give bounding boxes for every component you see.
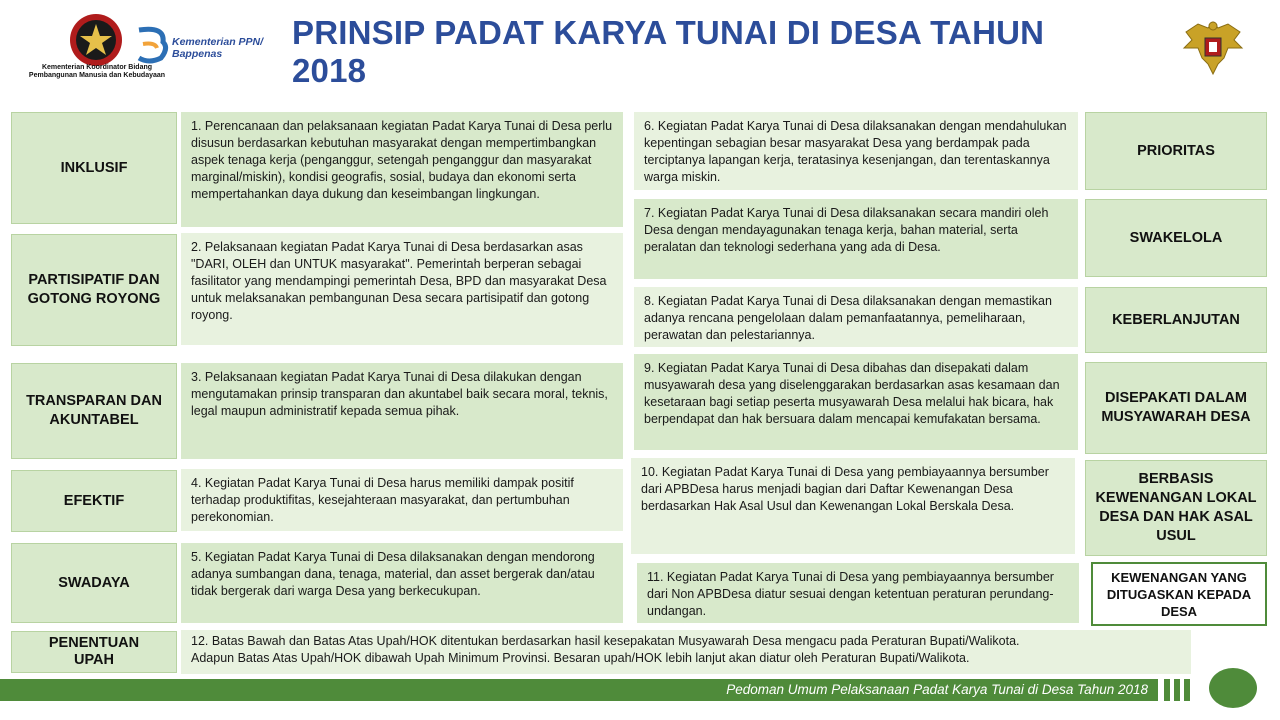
desc-prioritas: 6. Kegiatan Padat Karya Tunai di Desa dilaksanakan dengan mendahulukan kepentingan sebagian besar masyarakat Desa yang berdampak pada terciptanya lapangan kerja, teratasinya kesenjangan, dan terentaskannya warga miskin.: [634, 112, 1078, 190]
desc-kewenangan-lokal: 10. Kegiatan Padat Karya Tunai di Desa yang pembiayaannya bersumber dari APBDesa harus menjadi bagian dari Daftar Kewenangan Desa berdasarkan Hak Asal Usul dan Kewenangan Lokal Berskala Desa.: [631, 458, 1075, 554]
bappenas-logo-icon: [135, 24, 173, 64]
label-efektif: EFEKTIF: [11, 470, 177, 532]
desc-swadaya: 5. Kegiatan Padat Karya Tunai di Desa dilaksanakan dengan mendorong adanya sumbangan dana, tenaga, material, dan asset bergerak dan/atau tidak bergerak dari warga Desa yang berkecukupan.: [181, 543, 623, 623]
page-title: [292, 14, 1152, 90]
label-partisipatif: [11, 234, 177, 346]
desc-swakelola: 7. Kegiatan Padat Karya Tunai di Desa dilaksanakan secara mandiri oleh Desa dengan mendayagunakan tenaga kerja, bahan material, serta peralatan dan teknologi sederhana yang ada di Desa.: [634, 199, 1078, 279]
label-prioritas: PRIORITAS: [1085, 112, 1267, 190]
label-swadaya: SWADAYA: [11, 543, 177, 623]
desc-kewenangan-ditugaskan: 11. Kegiatan Padat Karya Tunai di Desa yang pembiayaannya bersumber dari Non APBDesa diatur sesuai dengan ketentuan peraturan perundang-undangan.: [637, 563, 1079, 623]
kemenko-pmk-logo-icon: [68, 12, 124, 68]
desc-keberlanjutan: 8. Kegiatan Padat Karya Tunai di Desa dilaksanakan dengan memastikan adanya rencana pengelolaan dalam pemanfaatannya, pemeliharaan, perawatan dan pelestariannya.: [634, 287, 1078, 347]
page-title-line1: PRINSIP PADAT KARYA TUNAI DI DESA TAHUN: [292, 14, 1045, 51]
label-inklusif: INKLUSIF: [11, 112, 177, 224]
desc-partisipatif: 2. Pelaksanaan kegiatan Padat Karya Tunai di Desa berdasarkan asas "DARI, OLEH dan UNTUK masyarakat". Pemerintah berperan sebagai fasilitator yang mendampingi pemerintah Desa, BPD dan masyarakat Desa untuk melaksanakan pembangunan Desa secara partisipatif dan gotong royong.: [181, 233, 623, 345]
desc-transparan: 3. Pelaksanaan kegiatan Padat Karya Tunai di Desa dilakukan dengan mengutamakan prinsip transparan dan akuntabel baik secara moral, teknis, legal maupun administratif kepada semua pihak.: [181, 363, 623, 459]
desc-efektif: 4. Kegiatan Padat Karya Tunai di Desa harus memiliki dampak positif terhadap produktifitas, kesejahteraan masyarakat, dan pertumbuhan perekonomian.: [181, 469, 623, 531]
page-title-line2: 2018: [292, 52, 367, 89]
label-swakelola: SWAKELOLA: [1085, 199, 1267, 277]
garuda-emblem-icon: [1180, 14, 1246, 80]
label-kewenangan-ditugaskan-text: KEWENANGAN YANG DITUGASKAN KEPADA DESA: [1106, 569, 1252, 619]
label-transparan: [11, 363, 177, 459]
kemenko-caption: Kementerian Koordinator Bidang Pembangunan Manusia dan Kebudayaan: [28, 64, 166, 79]
desc-penentuan-upah: [181, 630, 1191, 674]
label-penentuan-upah: [11, 631, 177, 673]
bappenas-line2: Bappenas: [172, 48, 223, 60]
bappenas-logo-text: [172, 36, 287, 60]
label-partisipatif-text: PARTISIPATIF DAN GOTONG ROYONG: [19, 271, 169, 309]
footer-stripe-1: [1164, 679, 1170, 701]
footer-text: Pedoman Umum Pelaksanaan Padat Karya Tunai di Desa Tahun 2018: [726, 682, 1148, 697]
footer-stripe-2: [1174, 679, 1180, 701]
label-kewenangan-lokal: [1085, 460, 1267, 556]
label-kewenangan-lokal-text: BERBASIS KEWENANGAN LOKAL DESA DAN HAK ASAL USUL: [1095, 471, 1257, 544]
label-musyawarah: DISEPAKATI DALAM MUSYAWARAH DESA: [1085, 362, 1267, 454]
label-transparan-text: TRANSPARAN DAN AKUNTABEL: [26, 393, 162, 428]
bappenas-line1: Kementerian PPN/: [172, 36, 264, 48]
desc-inklusif: 1. Perencanaan dan pelaksanaan kegiatan Padat Karya Tunai di Desa perlu disusun berdasarkan kebutuhan masyarakat dengan mempertimbangkan aspek tenaga kerja (penganggur, setengah penganggur dan masyarakat marginal/miskin), kondisi geografis, sosial, budaya dan ekonomi serta mempertahankan daya dukung dan keseimbangan lingkungan.: [181, 112, 623, 227]
desc-penentuan-upah-line1: 12. Batas Bawah dan Batas Atas Upah/HOK ditentukan berdasarkan hasil kesepakatan Musyawarah Desa mengacu pada Peraturan Bupati/Walikota.: [191, 634, 1020, 648]
label-keberlanjutan: KEBERLANJUTAN: [1085, 287, 1267, 353]
label-kewenangan-ditugaskan: [1091, 562, 1267, 626]
desc-penentuan-upah-line2: Adapun Batas Atas Upah/HOK dibawah Upah Minimum Provinsi. Besaran upah/HOK lebih lanjut akan diatur oleh Peraturan Bupati/Walikota.: [191, 651, 970, 665]
desc-musyawarah: 9. Kegiatan Padat Karya Tunai di Desa dibahas dan disepakati dalam musyawarah desa yang diselenggarakan berdasarkan asas kesamaan dan kesetaraan bagi setiap peserta musyawarah Desa melalui hak bicara, hak berpendapat dan hak bersuara dalam mencapai kemufakatan bersama.: [634, 354, 1078, 450]
footer-stripe-3: [1184, 679, 1190, 701]
footer-circle-decoration: [1209, 668, 1257, 708]
label-penentuan-upah-text: PENENTUAN UPAH: [48, 635, 140, 668]
